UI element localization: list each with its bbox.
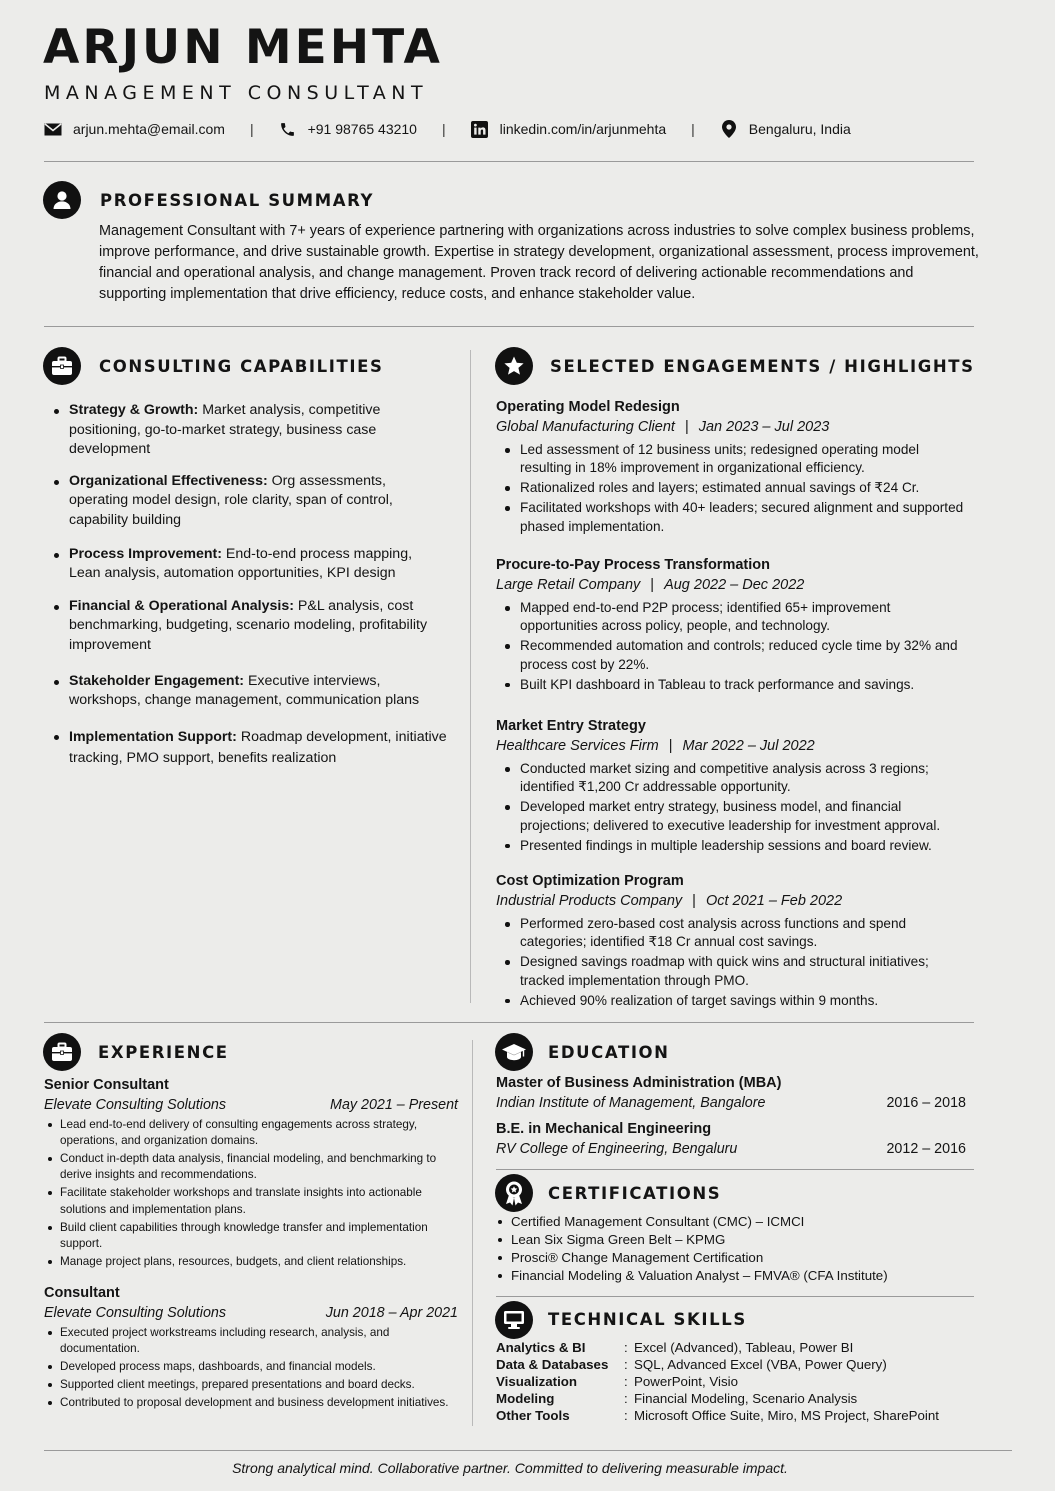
list-item: Financial Modeling & Valuation Analyst – FMVA® (CFA Institute) bbox=[497, 1267, 888, 1285]
skills-heading: TECHNICAL SKILLS bbox=[548, 1310, 747, 1329]
job-dates: May 2021 – Present bbox=[330, 1097, 458, 1113]
skill-colon: : bbox=[624, 1357, 628, 1372]
contact-separator: | bbox=[441, 121, 446, 137]
job bbox=[44, 1076, 464, 1272]
skill-category: Visualization bbox=[496, 1374, 578, 1389]
engagement bbox=[496, 717, 971, 857]
list-item: Mapped end-to-end P2P process; identified 65+ improvement opportunities across policy, people, and technology. bbox=[496, 599, 971, 636]
list-item: Facilitate stakeholder workshops and translate insights into actionable solutions and implementation plans. bbox=[44, 1185, 464, 1218]
years: 2016 – 2018 bbox=[886, 1095, 966, 1111]
list-item: Led assessment of 12 business units; redesigned operating model resulting in 18% improvement in organizational efficiency. bbox=[496, 441, 971, 478]
contact-location bbox=[720, 120, 851, 138]
capability-label: Strategy & Growth: bbox=[69, 402, 199, 418]
job-company: Elevate Consulting Solutions bbox=[44, 1097, 226, 1113]
engagement bbox=[496, 872, 971, 1012]
list-item bbox=[52, 545, 447, 584]
list-item: Executed project workstreams including research, analysis, and documentation. bbox=[44, 1325, 464, 1358]
list-item: Developed market entry strategy, business model, and financial projections; delivered to executive leadership for investment approval. bbox=[496, 798, 971, 835]
list-item: Presented findings in multiple leadership sessions and board review. bbox=[496, 837, 971, 855]
education-entry bbox=[496, 1120, 966, 1159]
list-item: Designed savings roadmap with quick wins and structural initiatives; tracked implementation through PMO. bbox=[496, 953, 971, 990]
email-text: arjun.mehta@email.com bbox=[73, 121, 225, 137]
separator: | bbox=[668, 738, 673, 754]
education-entry bbox=[496, 1074, 966, 1113]
list-item: Build client capabilities through knowledge transfer and implementation support. bbox=[44, 1220, 464, 1253]
capabilities-heading: CONSULTING CAPABILITIES bbox=[99, 357, 384, 376]
engagement-title: Operating Model Redesign bbox=[496, 399, 680, 415]
engagement-client: Healthcare Services Firm bbox=[496, 738, 659, 754]
briefcase-icon bbox=[43, 1033, 81, 1071]
skill-value: Microsoft Office Suite, Miro, MS Project, SharePoint bbox=[634, 1408, 939, 1423]
divider bbox=[44, 326, 974, 327]
job bbox=[44, 1284, 464, 1413]
list-item: Conducted market sizing and competitive analysis across 3 regions; identified ₹1,200 Cr addressable opportunity. bbox=[496, 760, 971, 797]
capability-label: Implementation Support: bbox=[69, 728, 237, 745]
engagement-title: Cost Optimization Program bbox=[496, 873, 684, 889]
engagement bbox=[496, 556, 971, 696]
engagement-client: Global Manufacturing Client bbox=[496, 419, 675, 435]
divider bbox=[44, 161, 974, 162]
engagement-dates: Jan 2023 – Jul 2023 bbox=[698, 419, 830, 435]
skill-row bbox=[496, 1407, 939, 1424]
capability-label: Stakeholder Engagement: bbox=[69, 672, 245, 689]
school: Indian Institute of Management, Bangalore bbox=[496, 1095, 766, 1111]
footer-tagline: Strong analytical mind. Collaborative partner. Committed to delivering measurable impact. bbox=[232, 1460, 788, 1476]
list-item: Achieved 90% realization of target savings within 9 months. bbox=[496, 992, 971, 1010]
job-title: Senior Consultant bbox=[44, 1077, 169, 1093]
engagement bbox=[496, 398, 971, 538]
certifications-heading: CERTIFICATIONS bbox=[548, 1184, 722, 1203]
column-divider bbox=[470, 350, 471, 1003]
capability-label: Process Improvement: bbox=[69, 545, 222, 562]
user-icon bbox=[43, 181, 81, 219]
divider bbox=[496, 1296, 974, 1297]
linkedin-text: linkedin.com/in/arjunmehta bbox=[499, 121, 667, 137]
contact-email[interactable] bbox=[44, 120, 225, 138]
summary-text: Management Consultant with 7+ years of experience partnering with organizations across industries to solve complex business problems, improve performance, and drive sustainable growth. Expertise in strategy development, organizational assessment, process improvement, financial and operational analysis, and change management. Proven track record of delivering actionable recommendations and supporting implementation that drive efficiency, reduce costs, and enhance stakeholder value. bbox=[99, 223, 979, 302]
certifications-list bbox=[497, 1213, 888, 1285]
list-item bbox=[52, 727, 447, 769]
engagement-client: Large Retail Company bbox=[496, 577, 641, 593]
list-item: Conduct in-depth data analysis, financial modeling, and benchmarking to derive insights and recommendations. bbox=[44, 1151, 464, 1184]
contact-linkedin[interactable] bbox=[471, 120, 667, 138]
list-item: Supported client meetings, prepared presentations and board decks. bbox=[44, 1377, 464, 1393]
candidate-role: MANAGEMENT CONSULTANT bbox=[44, 82, 429, 104]
list-item bbox=[52, 472, 447, 531]
capability-text: P&L analysis, cost benchmarking, budgeting, scenario modeling, profitability improvement bbox=[69, 597, 428, 653]
engagements-heading: SELECTED ENGAGEMENTS / HIGHLIGHTS bbox=[550, 357, 975, 376]
degree: B.E. in Mechanical Engineering bbox=[496, 1121, 712, 1137]
list-item bbox=[52, 401, 447, 460]
location-text: Bengaluru, India bbox=[748, 121, 851, 137]
list-item: Manage project plans, resources, budgets, and client relationships. bbox=[44, 1254, 464, 1270]
column-divider bbox=[472, 1040, 473, 1426]
list-item: Lead end-to-end delivery of consulting engagements across strategy, operations, and organization domains. bbox=[44, 1117, 464, 1150]
contact-separator: | bbox=[691, 121, 695, 137]
engagement-dates: Aug 2022 – Dec 2022 bbox=[664, 577, 805, 593]
engagement-client: Industrial Products Company bbox=[496, 893, 683, 909]
list-item: Certified Management Consultant (CMC) – ICMCI bbox=[497, 1213, 888, 1231]
list-item bbox=[52, 597, 447, 656]
list-item: Performed zero-based cost analysis across functions and spend categories; identified ₹18 Cr annual cost savings. bbox=[496, 915, 971, 952]
skill-colon: : bbox=[624, 1391, 628, 1406]
job-dates: Jun 2018 – Apr 2021 bbox=[325, 1305, 458, 1321]
phone-icon bbox=[279, 120, 297, 138]
list-item: Built KPI dashboard in Tableau to track performance and savings. bbox=[496, 676, 971, 694]
list-item: Developed process maps, dashboards, and financial models. bbox=[44, 1359, 464, 1375]
capability-text: Org assessments, operating model design, role clarity, span of control, capability building bbox=[69, 472, 393, 528]
list-item: Prosci® Change Management Certification bbox=[497, 1249, 888, 1267]
list-item: Lean Six Sigma Green Belt – KPMG bbox=[497, 1231, 888, 1249]
graduation-cap-icon bbox=[495, 1033, 533, 1071]
skill-colon: : bbox=[624, 1340, 628, 1355]
list-item bbox=[52, 672, 447, 711]
engagement-dates: Oct 2021 – Feb 2022 bbox=[705, 893, 843, 909]
skill-category: Data & Databases bbox=[496, 1357, 609, 1372]
divider bbox=[44, 1022, 974, 1023]
skill-colon: : bbox=[624, 1374, 628, 1389]
skills-table bbox=[496, 1339, 939, 1424]
candidate-name: ARJUN MEHTA bbox=[43, 20, 443, 75]
capability-label: Financial & Operational Analysis: bbox=[69, 597, 294, 614]
job-title: Consultant bbox=[44, 1285, 120, 1301]
separator: | bbox=[650, 577, 655, 593]
briefcase-icon bbox=[43, 347, 81, 385]
skill-row bbox=[496, 1373, 939, 1390]
contact-phone[interactable] bbox=[279, 120, 417, 138]
experience-heading: EXPERIENCE bbox=[98, 1043, 229, 1062]
school: RV College of Engineering, Bengaluru bbox=[496, 1141, 738, 1157]
list-item: Contributed to proposal development and business development initiatives. bbox=[44, 1395, 464, 1411]
skill-value: SQL, Advanced Excel (VBA, Power Query) bbox=[634, 1357, 887, 1372]
skill-colon: : bbox=[624, 1408, 628, 1423]
engagement-dates: Mar 2022 – Jul 2022 bbox=[682, 738, 815, 754]
capabilities-list bbox=[52, 401, 447, 769]
skill-category: Analytics & BI bbox=[496, 1340, 586, 1355]
contact-separator: | bbox=[249, 121, 254, 137]
skill-value: Excel (Advanced), Tableau, Power BI bbox=[634, 1340, 854, 1355]
divider bbox=[496, 1169, 974, 1170]
map-pin-icon bbox=[720, 120, 738, 138]
job-company: Elevate Consulting Solutions bbox=[44, 1305, 226, 1321]
skill-value: PowerPoint, Visio bbox=[634, 1374, 738, 1389]
engagement-title: Procure-to-Pay Process Transformation bbox=[496, 557, 770, 573]
monitor-icon bbox=[495, 1301, 533, 1339]
separator: | bbox=[692, 893, 696, 909]
summary-heading: PROFESSIONAL SUMMARY bbox=[100, 191, 375, 210]
divider bbox=[44, 1450, 1012, 1451]
degree: Master of Business Administration (MBA) bbox=[496, 1075, 782, 1091]
capability-text: Executive interviews, workshops, change management, communication plans bbox=[69, 672, 420, 709]
list-item: Rationalized roles and layers; estimated annual savings of ₹24 Cr. bbox=[496, 479, 971, 497]
engagement-title: Market Entry Strategy bbox=[496, 718, 646, 734]
skill-category: Other Tools bbox=[496, 1408, 570, 1423]
contact-bar bbox=[44, 118, 851, 140]
education-heading: EDUCATION bbox=[548, 1043, 670, 1062]
linkedin-icon bbox=[471, 120, 489, 138]
capability-text: Market analysis, competitive positioning, go-to-market strategy, business case development bbox=[69, 402, 381, 458]
capability-text: End-to-end process mapping, Lean analysis, automation opportunities, KPI design bbox=[69, 545, 413, 582]
phone-text: +91 98765 43210 bbox=[307, 121, 417, 137]
skill-value: Financial Modeling, Scenario Analysis bbox=[634, 1391, 858, 1406]
skill-row bbox=[496, 1356, 939, 1373]
award-icon bbox=[495, 1174, 533, 1212]
list-item: Facilitated workshops with 40+ leaders; secured alignment and supported phased implementation. bbox=[496, 499, 971, 536]
skill-row bbox=[496, 1390, 939, 1407]
capability-text: Roadmap development, initiative tracking, PMO support, benefits realization bbox=[69, 728, 447, 766]
years: 2012 – 2016 bbox=[886, 1141, 966, 1157]
skill-row bbox=[496, 1339, 939, 1356]
envelope-icon bbox=[44, 120, 62, 138]
skill-category: Modeling bbox=[496, 1391, 555, 1406]
separator: | bbox=[684, 419, 689, 435]
star-icon bbox=[495, 347, 533, 385]
list-item: Recommended automation and controls; reduced cycle time by 32% and process cost by 22%. bbox=[496, 637, 971, 674]
capability-label: Organizational Effectiveness: bbox=[69, 472, 268, 489]
